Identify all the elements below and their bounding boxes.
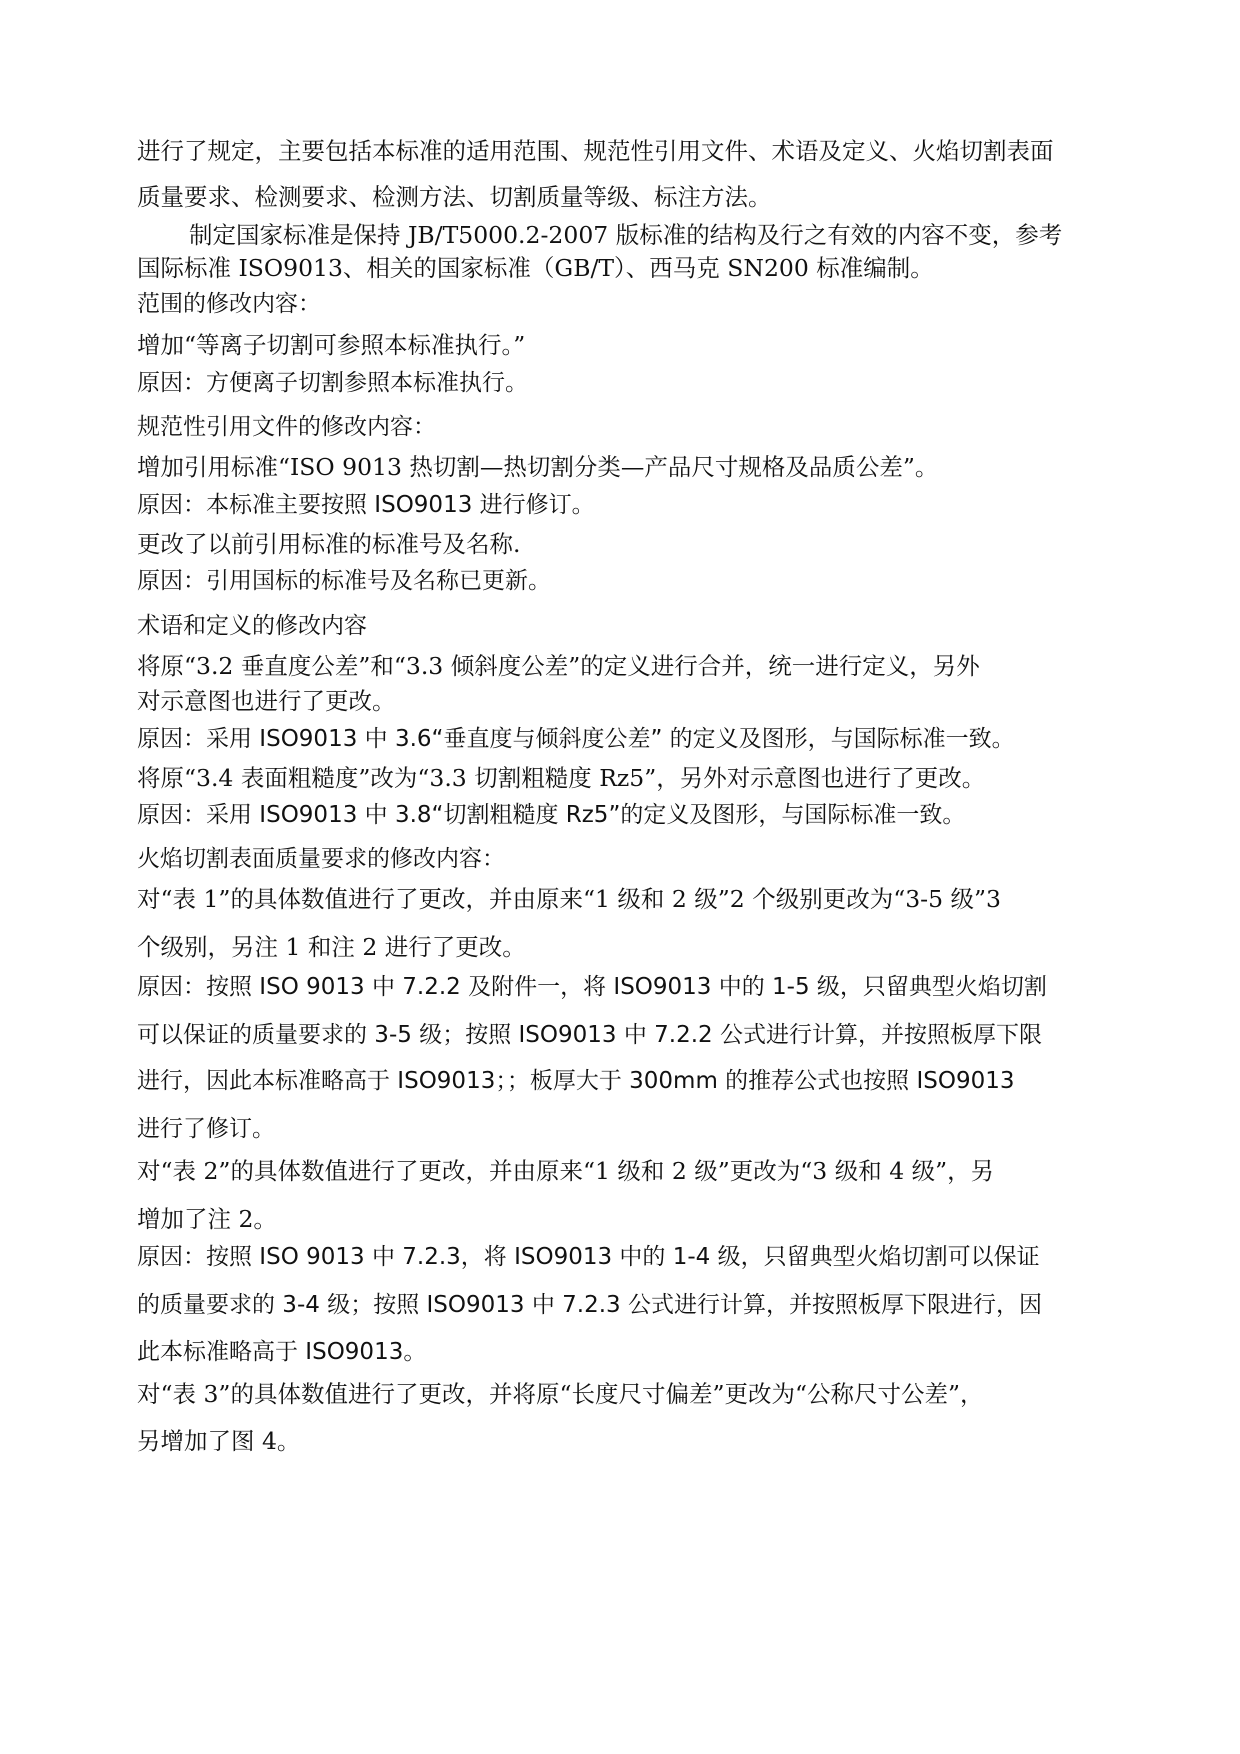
body-line: 另增加了图 4。 (137, 1427, 301, 1455)
body-line: 进行了规定，主要包括本标准的适用范围、规范性引用文件、术语及定义、火焰切割表面 (137, 137, 1054, 165)
body-line: 增加引用标准“ISO 9013 热切割—热切割分类—产品尺寸规格及品质公差”。 (137, 453, 939, 481)
body-line: 更改了以前引用标准的标准号及名称. (137, 530, 521, 558)
reason-line: 原因：本标准主要按照 ISO9013 进行修订。 (137, 492, 595, 518)
reason-line: 进行了修订。 (137, 1116, 275, 1142)
body-line: 将原“3.2 垂直度公差”和“3.3 倾斜度公差”的定义进行合并，统一进行定义，另外 (137, 652, 980, 680)
body-line: 对“表 2”的具体数值进行了更改，并由原来“1 级和 2 级”更改为“3 级和 4 级”，另 (137, 1157, 995, 1185)
body-line: 增加了注 2。 (137, 1205, 277, 1233)
body-line: 对“表 3”的具体数值进行了更改，并将原“长度尺寸偏差”更改为“公称尺寸公差”， (137, 1380, 984, 1408)
reason-line: 原因：按照 ISO 9013 中 7.2.2 及附件一，将 ISO9013 中的 1-5 级，只留典型火焰切割 (137, 974, 1047, 1000)
reason-line: 原因：采用 ISO9013 中 3.6“垂直度与倾斜度公差” 的定义及图形，与国际标准一致。 (137, 726, 1015, 752)
body-line: 国际标准 ISO9013、相关的国家标准（GB/T）、西马克 SN200 标准编制。 (137, 254, 934, 282)
reason-line: 原因：按照 ISO 9013 中 7.2.3，将 ISO9013 中的 1-4 级，只留典型火焰切割可以保证 (137, 1244, 1040, 1270)
section-heading: 规范性引用文件的修改内容： (137, 414, 436, 440)
section-heading: 术语和定义的修改内容 (137, 613, 367, 639)
body-line: 对示意图也进行了更改。 (137, 687, 396, 715)
body-line: 制定国家标准是保持 JB/T5000.2-2007 版标准的结构及行之有效的内容不变，参考 (189, 221, 1063, 249)
body-line: 对“表 1”的具体数值进行了更改，并由原来“1 级和 2 级”2 个级别更改为“3-5 级”3 (137, 885, 1002, 913)
body-line: 个级别，另注 1 和注 2 进行了更改。 (137, 933, 526, 961)
reason-line: 原因：采用 ISO9013 中 3.8“切割粗糙度 Rz5”的定义及图形，与国际标准一致。 (137, 802, 966, 828)
reason-line: 原因：引用国标的标准号及名称已更新。 (137, 568, 551, 594)
reason-line: 此本标准略高于 ISO9013。 (137, 1339, 427, 1365)
body-line: 质量要求、检测要求、检测方法、切割质量等级、标注方法。 (137, 183, 772, 211)
reason-line: 的质量要求的 3-4 级；按照 ISO9013 中 7.2.3 公式进行计算，并按照板厚下限进行，因 (137, 1292, 1042, 1318)
reason-line: 可以保证的质量要求的 3-5 级；按照 ISO9013 中 7.2.2 公式进行计算，并按照板厚下限 (137, 1022, 1042, 1048)
reason-line: 原因：方便离子切割参照本标准执行。 (137, 370, 528, 396)
reason-line: 进行，因此本标准略高于 ISO9013；；板厚大于 300mm 的推荐公式也按照 ISO9013 (137, 1068, 1015, 1094)
section-heading: 火焰切割表面质量要求的修改内容： (137, 846, 505, 872)
body-line: 将原“3.4 表面粗糙度”改为“3.3 切割粗糙度 Rz5”，另外对示意图也进行了更改。 (137, 764, 986, 792)
section-heading: 范围的修改内容： (137, 291, 321, 317)
body-line: 增加“等离子切割可参照本标准执行。” (137, 331, 526, 359)
